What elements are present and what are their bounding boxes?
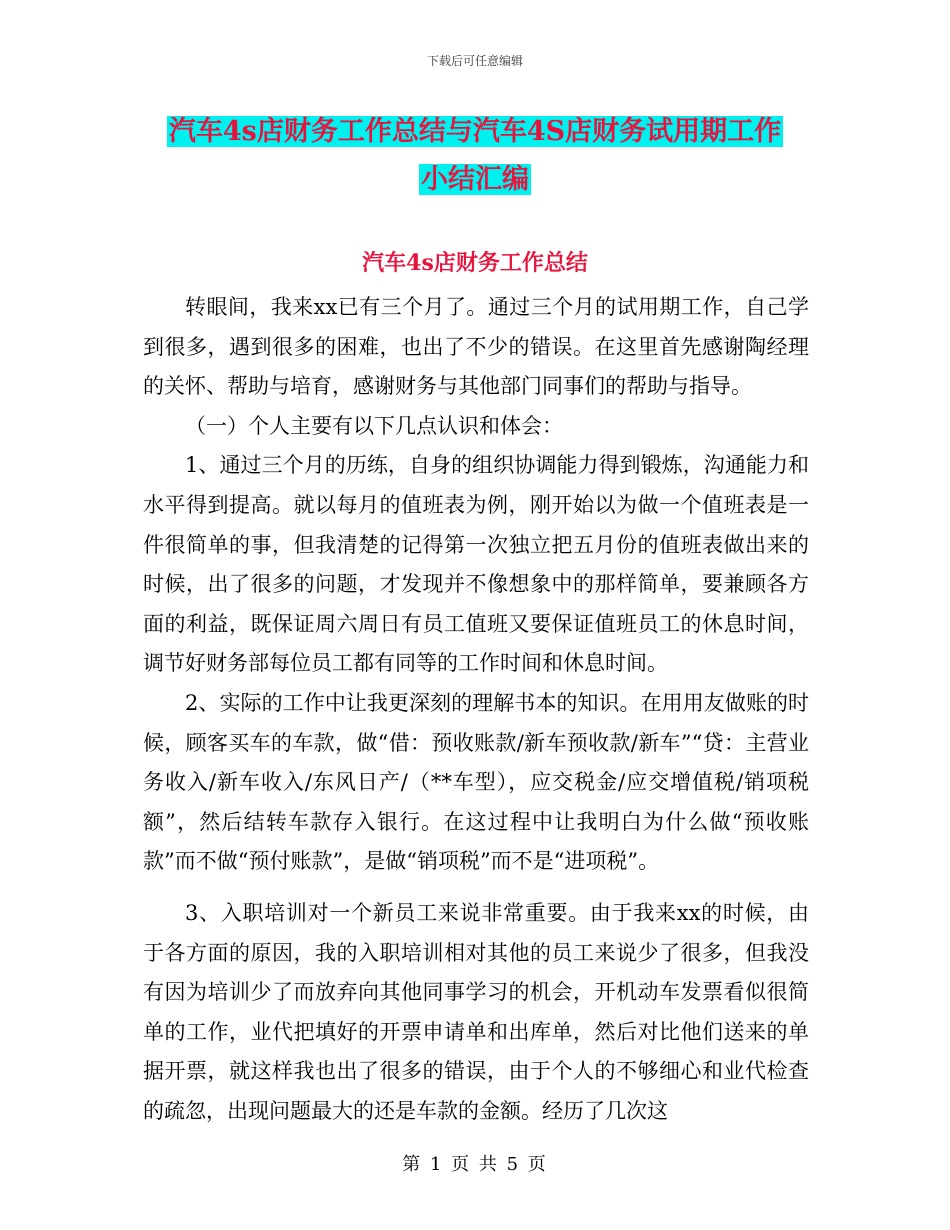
document-body [143,288,809,1131]
section-heading: 汽车4s店财务工作总结 [362,250,588,276]
title-line-1: 汽车4s店财务工作总结与汽车4S店财务试用期工作 [168,116,782,147]
paragraph-point-1: 1、通过三个月的历练，自身的组织协调能力得到锻炼，沟通能力和水平得到提高。就以每月的值班表为例，刚开始以为做一个值班表是一件很简单的事，但我清楚的记得第一次独立把五月份的值班表做出来的时候，出了很多的问题，才发现并不像想象中的那样简单，要兼顾各方面的利益，既保证周六周日有员工值班又要保证值班员工的休息时间，调节好财务部每位员工都有同等的工作时间和休息时间。 [143,453,809,676]
page-footer: 第 1 页 共 5 页 [402,1154,548,1175]
paragraph-point-3: 3、入职培训对一个新员工来说非常重要。由于我来xx的时候，由于各方面的原因，我的入职培训相对其他的员工来说少了很多，但我没有因为培训少了而放弃向其他同事学习的机会，开机动车发票看似很简单的工作，业代把填好的开票申请单和出库单，然后对比他们送来的单据开票，就这样我也出了很多的错误，由于个人的不够细心和业代检查的疏忽，出现问题最大的还是车款的金额。经历了几次这 [143,900,809,1123]
paragraph-intro: 转眼间，我来xx已有三个月了。通过三个月的试用期工作，自己学到很多，遇到很多的困难，也出了不少的错误。在这里首先感谢陶经理的关怀、帮助与培育，感谢财务与其他部门同事们的帮助与指导。 [143,295,809,399]
document-title [150,108,800,204]
title-line-2: 小结汇编 [421,164,529,195]
paragraph-point-2: 2、实际的工作中让我更深刻的理解书本的知识。在用用友做账的时候，顾客买车的车款，做“借：预收账款/新车预收款/新车”“贷：主营业务收入/新车收入/东风日产/（**车型），应交税金/应交增值税/销项税额”，然后结转车款存入银行。在这过程中让我明白为什么做“预收账款”而不做“预付账款”，是做“销项税”而不是“进项税”。 [143,690,809,874]
paragraph-subheading: （一）个人主要有以下几点认识和体会： [185,413,563,438]
header-note: 下载后可任意编辑 [426,54,523,68]
